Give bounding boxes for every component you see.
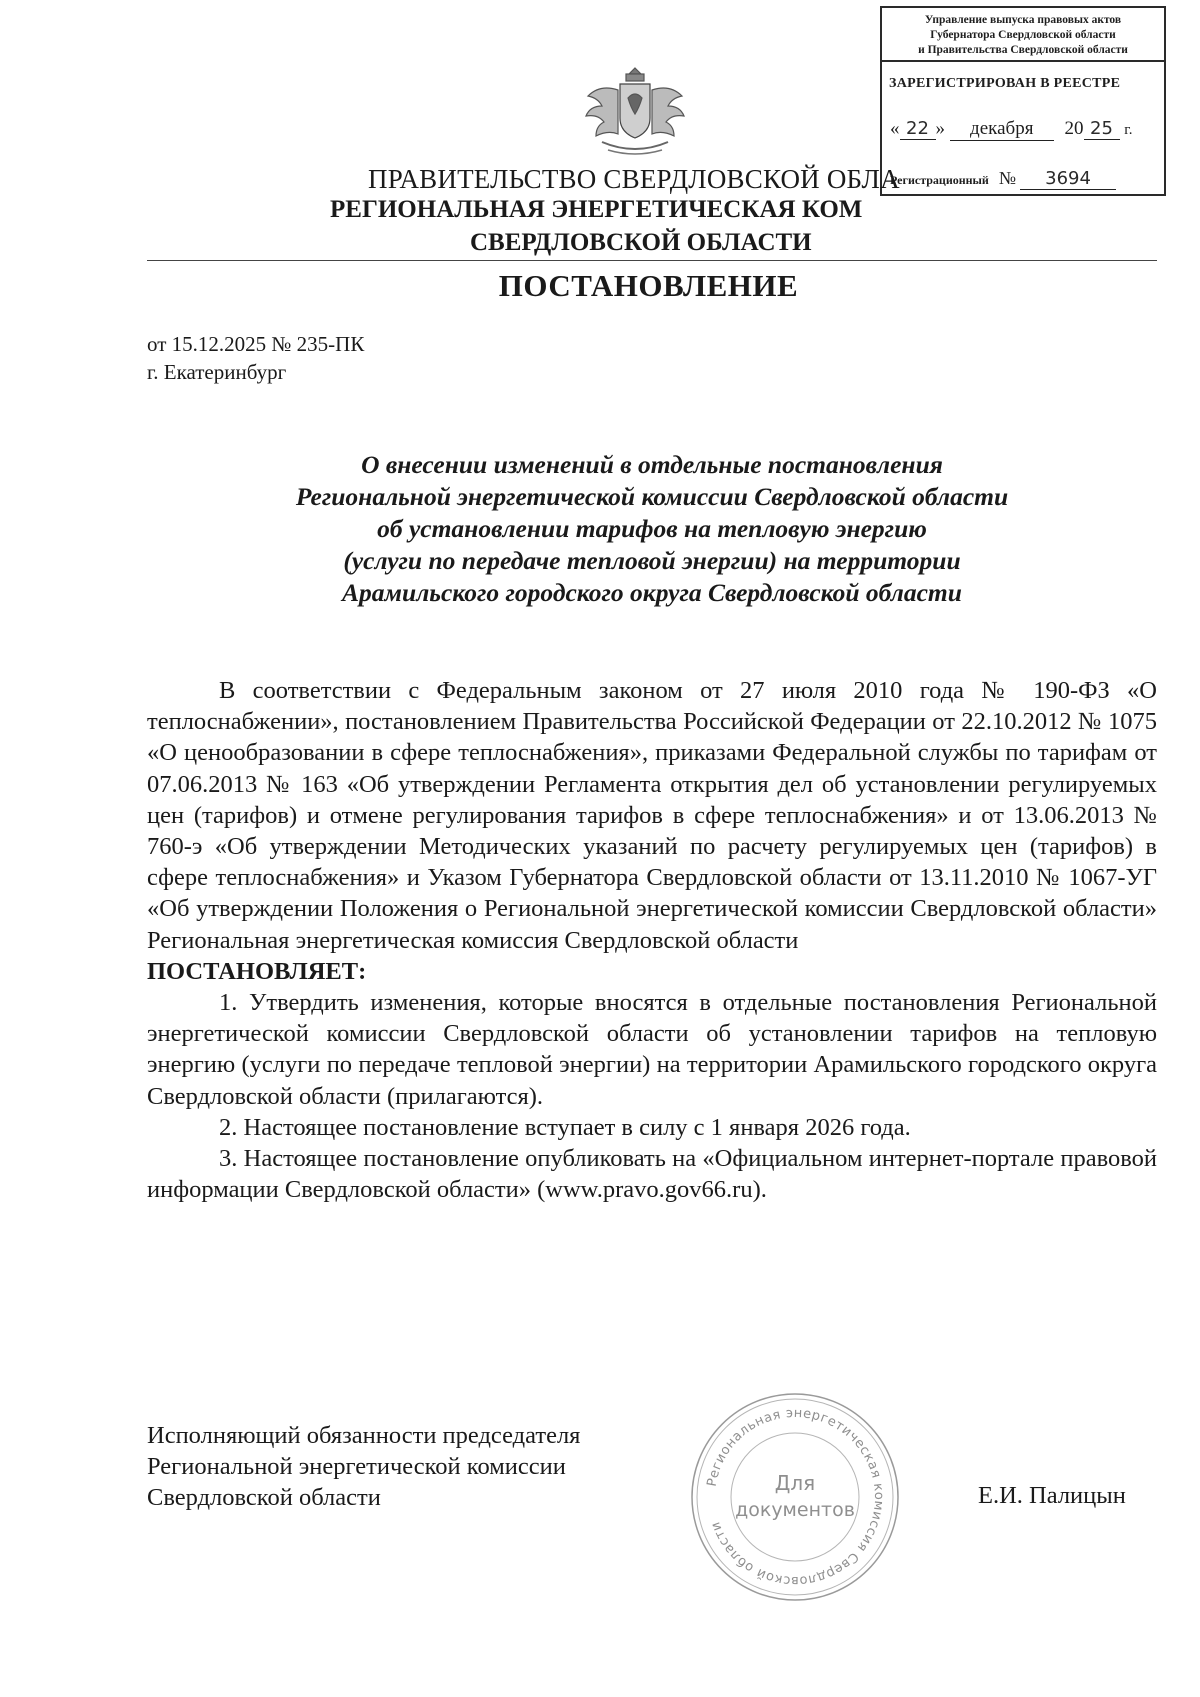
preamble-paragraph: В соответствии с Федеральным законом от 27 июля 2010 года № 190-ФЗ «О теплоснабжении», постановлением Правительства Российской Федерации от 22.10.2012 № 1075 «О ценообразовании в сфере теплоснабжения», приказами Федеральной службы по тарифам от 07.06.2013 № 163 «Об утверждении Регламента открытия дел об установлении регулируемых цен (тарифов) и отмене регулирования тарифов в сфере теплоснабжения» и от 13.06.2013 № 760-э «Об утверждении Методических указаний по расчету регулируемых цен (тарифов) в сфере теплоснабжения» и Указом Губернатора Свердловской области от 13.11.2010 № 1067-УГ «Об утверждении Положения о Региональной энергетической комиссии Свердловской области» Региональная энергетическая комиссия Свердловской области — [147, 677, 1157, 954]
stamp-reg-label: Регистрационный — [890, 173, 989, 187]
seal-center-line1: Для — [774, 1471, 816, 1495]
stamp-no-sign: № — [998, 168, 1017, 188]
signatory-position — [147, 1420, 580, 1513]
stamp-date: « 22 » декабря 20 25 г. — [890, 118, 1133, 139]
commission-heading: РЕГИОНАЛЬНАЯ ЭНЕРГЕТИЧЕСКАЯ КОМ — [330, 196, 863, 223]
title-line: О внесении изменений в отдельные постановления — [361, 450, 943, 479]
stamp-month: декабря — [950, 118, 1054, 141]
resolution-item-3: 3. Настоящее постановление опубликовать на «Официальном интернет-портале правовой информации Свердловской области» (www.pravo.gov66.ru). — [147, 1145, 1157, 1204]
stamp-day: 22 — [900, 118, 936, 140]
seal-center-line2: документов — [735, 1499, 855, 1521]
stamp-year-unit: г. — [1124, 122, 1133, 138]
seal-ring-text: Региональная энергетическая комиссия Свердловской области — [704, 1405, 887, 1589]
document-city: г. Екатеринбург — [147, 360, 287, 384]
stamp-registered-label: ЗАРЕГИСТРИРОВАН В РЕЕСТРЕ — [889, 76, 1121, 91]
position-line: Свердловской области — [147, 1484, 381, 1511]
stamp-reg-value: 3694 — [1020, 168, 1116, 190]
registration-stamp — [880, 6, 1166, 196]
resolves-heading: ПОСТАНОВЛЯЕТ: — [147, 957, 367, 985]
signatory-name: Е.И. Палицын — [978, 1482, 1126, 1509]
title-line: (услуги по передаче тепловой энергии) на территории — [343, 546, 961, 575]
title-line: об установлении тарифов на тепловую энергию — [377, 514, 927, 543]
coat-of-arms-emblem — [580, 60, 690, 160]
header-divider — [147, 260, 1157, 261]
resolution-item-2: 2. Настоящее постановление вступает в силу с 1 января 2026 года. — [219, 1113, 911, 1141]
document-body — [147, 675, 1157, 1205]
document-date-number: от 15.12.2025 № 235-ПК — [147, 332, 365, 356]
title-line: Арамильского городского округа Свердловской области — [342, 578, 962, 607]
stamp-year-suffix: 25 — [1084, 118, 1120, 140]
stamp-issuer-line: и Правительства Свердловской области — [918, 44, 1128, 56]
stamp-issuer — [882, 8, 1164, 62]
position-line: Исполняющий обязанности председателя — [147, 1422, 581, 1449]
stamp-issuer-line: Губернатора Свердловской области — [930, 29, 1116, 41]
title-line: Региональной энергетической комиссии Свердловской области — [295, 482, 1009, 511]
stamp-year-prefix: 20 — [1064, 118, 1084, 139]
document-title — [147, 449, 1157, 609]
resolution-item-1: 1. Утвердить изменения, которые вносятся в отдельные постановления Региональной энергетической комиссии Свердловской области об установлении тарифов на тепловую энергию (услуги по передаче тепловой энергии) на территории Арамильского городского округа Свердловской области (прилагаются). — [147, 989, 1157, 1110]
document-type: ПОСТАНОВЛЕНИЕ — [498, 268, 799, 303]
stamp-reg-number — [890, 168, 1116, 190]
government-heading: ПРАВИТЕЛЬСТВО СВЕРДЛОВСКОЙ ОБЛА — [368, 164, 900, 194]
stamp-issuer-line: Управление выпуска правовых актов — [924, 14, 1122, 26]
position-line: Региональной энергетической комиссии — [147, 1453, 566, 1480]
official-seal — [688, 1390, 902, 1604]
region-heading: СВЕРДЛОВСКОЙ ОБЛАСТИ — [470, 229, 812, 256]
